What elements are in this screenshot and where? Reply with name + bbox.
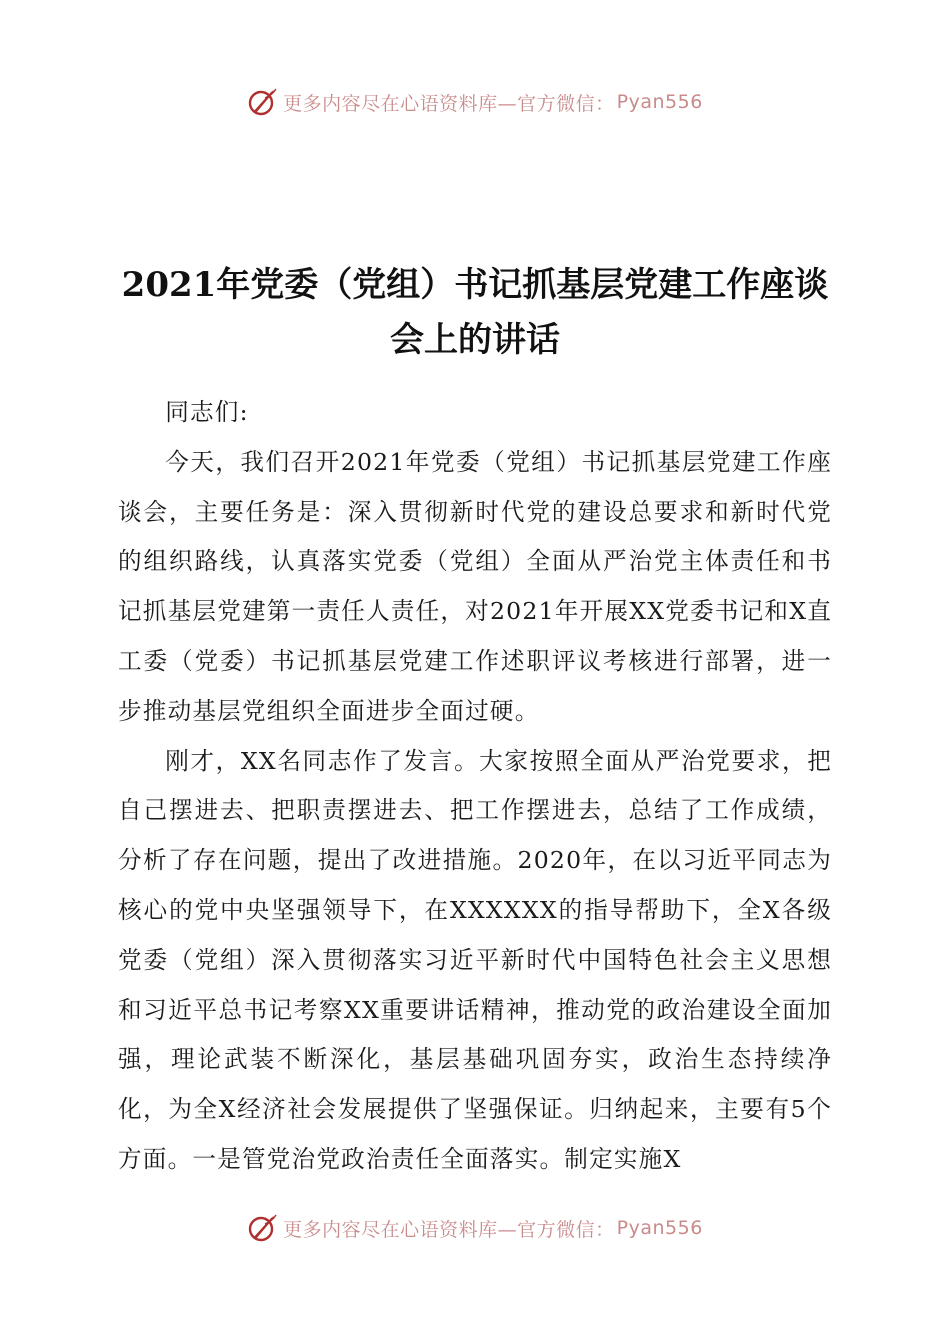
body-paragraph-1: 今天，我们召开2021年党委（党组）书记抓基层党建工作座谈会，主要任务是：深入贯彻新时代党的建设总要求和新时代党的组织路线，认真落实党委（党组）全面从严治党主体责任和书记抓基层党建第一责任人责任，对2021年开展XX党委书记和X直工委（党委）书记抓基层党建工作述职评议考核进行部署，进一步推动基层党组织全面进步全面过硬。 [118, 447, 832, 725]
watermark-text: 更多内容尽在心语资料库—官方微信： [283, 92, 615, 115]
title-line-1: 2021年党委（党组）书记抓基层党建工作座谈 [121, 265, 829, 305]
watermark-wechat-id: Pyan556 [616, 91, 703, 113]
document-body [118, 388, 832, 1185]
body-paragraph-2: 刚才，XX名同志作了发言。大家按照全面从严治党要求，把自己摆进去、把职责摆进去、把工作摆进去，总结了工作成绩，分析了存在问题，提出了改进措施。2020年，在以习近平同志为核心的党中央坚强领导下，在XXXXXX的指导帮助下，全X各级党委（党组）深入贯彻落实习近平新时代中国特色社会主义思想和习近平总书记考察XX重要讲话精神，推动党的政治建设全面加强，理论武装不断深化，基层基础巩固夯实，政治生态持续净化，为全X经济社会发展提供了坚强保证。归纳起来，主要有5个方面。一是管党治党政治责任全面落实。制定实施X [118, 746, 832, 1173]
watermark-footer [0, 1208, 950, 1248]
watermark-text: 更多内容尽在心语资料库—官方微信： [283, 1218, 615, 1241]
quill-logo-icon [247, 1212, 279, 1244]
title-line-2: 会上的讲话 [390, 320, 560, 360]
quill-logo-icon [247, 86, 279, 118]
salutation: 同志们: [165, 398, 249, 426]
watermark-header [0, 82, 950, 122]
watermark-wechat-id: Pyan556 [616, 1217, 703, 1239]
document-title [110, 258, 840, 368]
